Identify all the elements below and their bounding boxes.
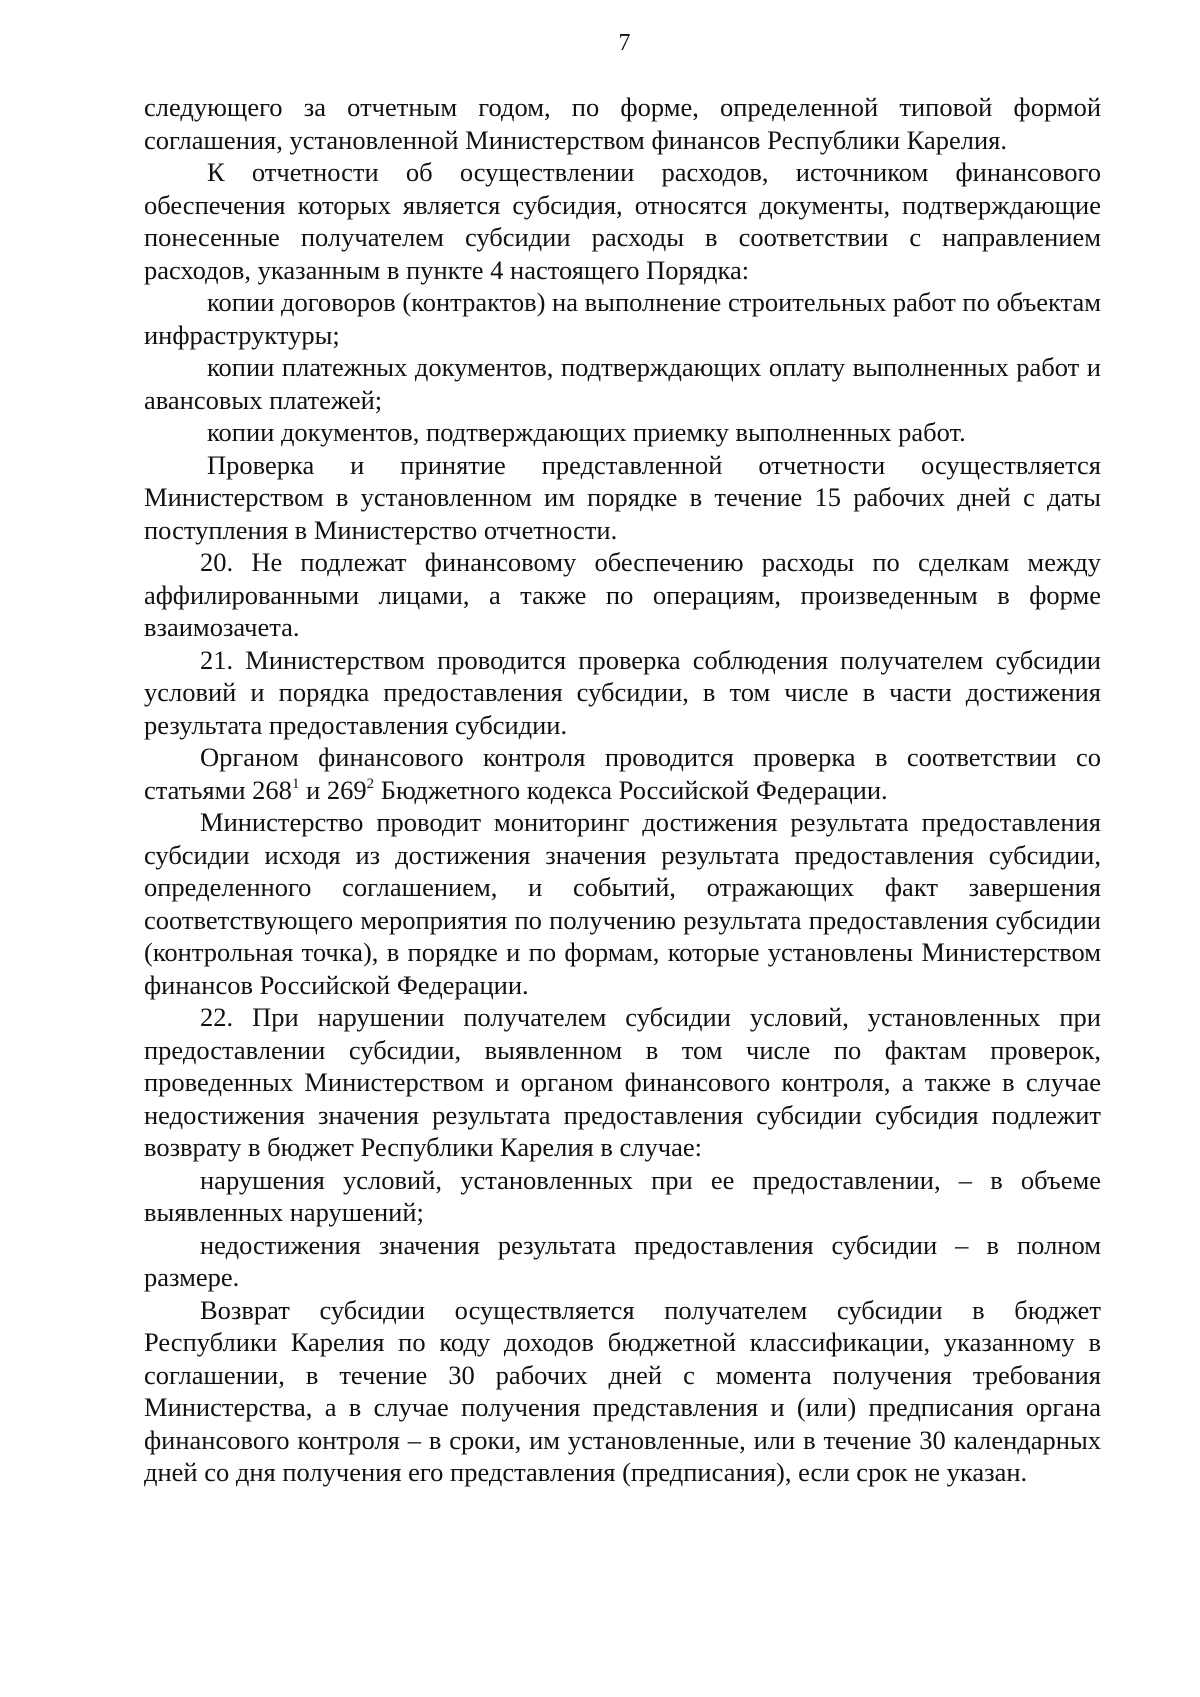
paragraph-financial-control [144, 741, 1101, 806]
clause-20: 20. Не подлежат финансовому обеспечению расходы по сделкам между аффилированными лицами, а также по операциям, произведенным в форме взаимозачета. [144, 547, 1101, 642]
list-item-contract-copies: копии договоров (контрактов) на выполнение строительных работ по объектам инфраструктуры; [144, 287, 1101, 350]
clause-22: 22. При нарушении получателем субсидии условий, установленных при предоставлении субсидии, выявленном в том числе по фактам проверок, проведенных Министерством и органом финансового контроля, а также в случае недостижения значения результата предоставления субсидии субсидия подлежит возврату в бюджет Республики Карелия в случае: [144, 1002, 1101, 1162]
paragraph-text: Органом финансового контроля проводится проверка в соответствии со статьями 268 [144, 742, 1101, 805]
paragraph-text: и 269 [299, 774, 367, 805]
paragraph-report-documents: К отчетности об осуществлении расходов, источником финансового обеспечения которых является субсидия, относятся документы, подтверждающие понесенные получателем субсидии расходы в соответствии с направлением расходов, указанным в пункте 4 настоящего Порядка: [144, 157, 1101, 285]
superscript: 1 [291, 775, 300, 792]
paragraph-text: Бюджетного кодекса Российской Федерации. [374, 774, 888, 805]
list-item-acceptance-copies: копии документов, подтверждающих приемку выполненных работ. [207, 417, 966, 447]
paragraph-report-check: Проверка и принятие представленной отчетности осуществляется Министерством в установленном им порядке в течение 15 рабочих дней с даты поступления в Министерство отчетности. [144, 449, 1101, 545]
paragraph-report-form: следующего за отчетным годом, по форме, определенной типовой формой соглашения, установленной Министерством финансов Республики Карелия. [144, 92, 1101, 155]
paragraph-monitoring: Министерство проводит мониторинг достижения результата предоставления субсидии исходя из достижения значения результата предоставления субсидии, определенного соглашением, и событий, отражающих факт завершения соответствующего мероприятия по получению результата предоставления субсидии (контрольная точка), в порядке и по формам, которые установлены Министерством финансов Российской Федерации. [144, 807, 1101, 1000]
list-item-payment-copies: копии платежных документов, подтверждающих оплату выполненных работ и авансовых платежей; [144, 352, 1101, 415]
document-body [144, 91, 1101, 1489]
list-item-nonachievement-refund: недостижения значения результата предоставления субсидии – в полном размере. [144, 1229, 1101, 1292]
paragraph-refund-procedure: Возврат субсидии осуществляется получателем субсидии в бюджет Республики Карелия по коду доходов бюджетной классификации, указанному в соглашении, в течение 30 рабочих дней с момента получения требования Министерства, а в случае получения представления и (или) предписания органа финансового контроля – в сроки, им установленные, или в течение 30 календарных дней со дня получения его представления (предписания), если срок не указан. [144, 1294, 1101, 1487]
clause-21: 21. Министерством проводится проверка соблюдения получателем субсидии условий и порядка предоставления субсидии, в том числе в части достижения результата предоставления субсидии. [144, 644, 1101, 740]
superscript: 2 [366, 775, 375, 792]
page-number: 7 [618, 30, 631, 56]
list-item-violation-refund: нарушения условий, установленных при ее предоставлении, – в объеме выявленных нарушений; [144, 1164, 1101, 1227]
